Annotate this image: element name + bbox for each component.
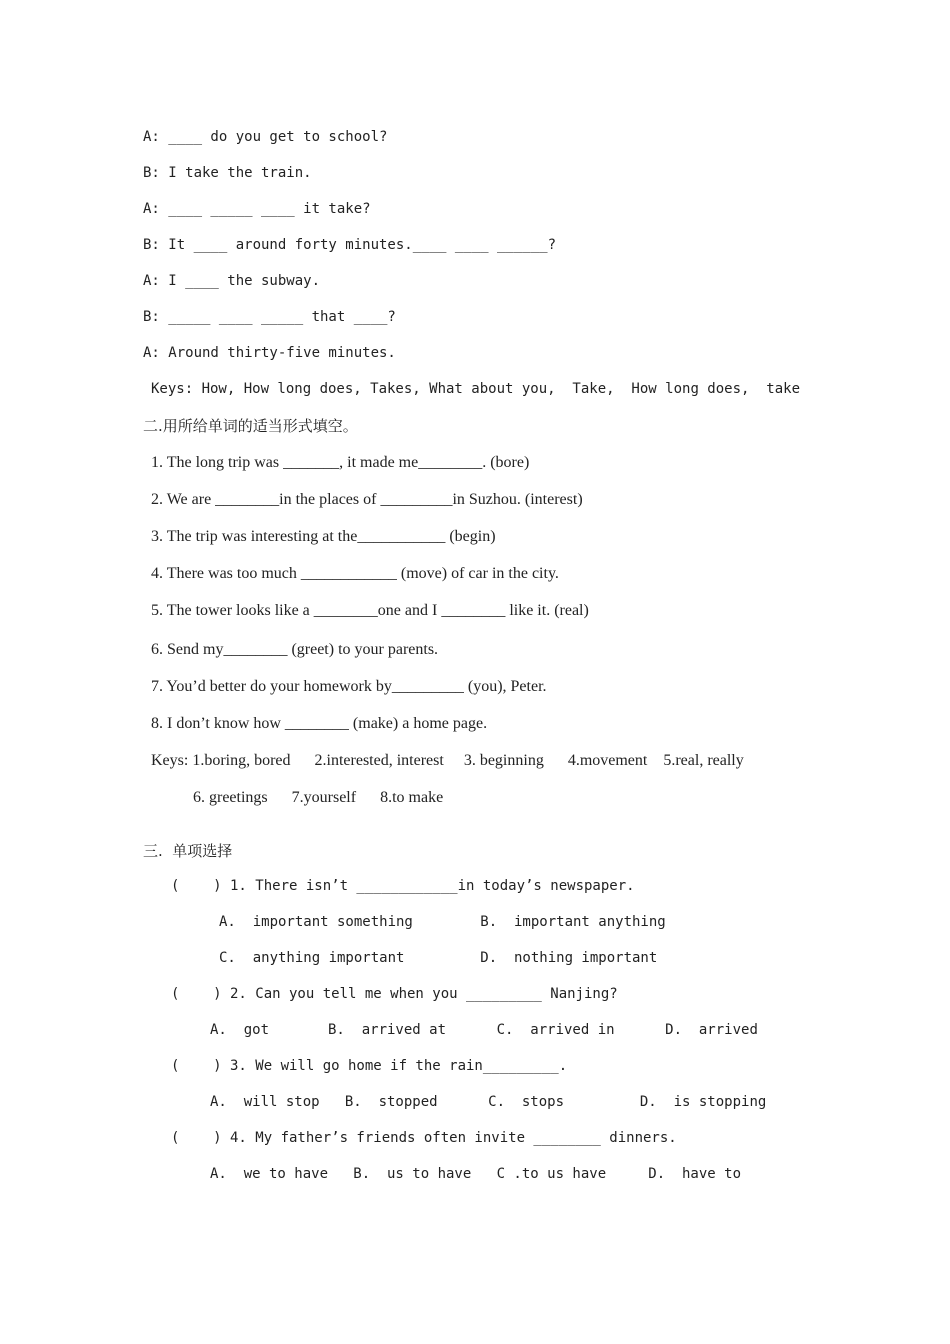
question-options: A. we to have B. us to have C .to us have D. have to — [210, 1166, 742, 1182]
fill-item: 2. We are ________in the places of _________in Suzhou. (interest) — [151, 491, 583, 508]
dialogue-line: A: I ____ the subway. — [143, 273, 321, 289]
section2-keys: 6. greetings 7.yourself 8.to make — [193, 789, 444, 806]
dialogue-line: B: I take the train. — [143, 165, 312, 181]
section2-keys: Keys: 1.boring, bored 2.interested, interest 3. beginning 4.movement 5.real, really — [151, 752, 744, 769]
section2-heading: 二.用所给单词的适当形式填空。 — [143, 417, 358, 435]
section3-heading: 三. 单项选择 — [143, 842, 233, 860]
question-stem: ( ) 4. My father’s friends often invite ________ dinners. — [171, 1130, 677, 1146]
fill-item: 1. The long trip was _______, it made me________. (bore) — [151, 454, 530, 471]
fill-item: 8. I don’t know how ________ (make) a home page. — [151, 715, 488, 732]
question-options: A. important something B. important anything — [219, 914, 666, 930]
dialogue-keys: Keys: How, How long does, Takes, What about you, Take, How long does, take — [151, 381, 801, 397]
fill-item: 3. The trip was interesting at the___________ (begin) — [151, 528, 496, 545]
question-options: A. will stop B. stopped C. stops D. is stopping — [210, 1094, 767, 1110]
fill-item: 7. You’d better do your homework by_________ (you), Peter. — [151, 678, 547, 695]
fill-item: 5. The tower looks like a ________one and I ________ like it. (real) — [151, 602, 589, 619]
dialogue-line: A: ____ _____ ____ it take? — [143, 201, 371, 217]
fill-item: 4. There was too much ____________ (move) of car in the city. — [151, 565, 559, 582]
dialogue-line: A: Around thirty-five minutes. — [143, 345, 396, 361]
dialogue-line: B: _____ ____ _____ that ____? — [143, 309, 396, 325]
question-stem: ( ) 3. We will go home if the rain_________. — [171, 1058, 568, 1074]
question-stem: ( ) 2. Can you tell me when you _________ Nanjing? — [171, 986, 618, 1002]
question-stem: ( ) 1. There isn’t ____________in today’s newspaper. — [171, 878, 635, 894]
question-options: A. got B. arrived at C. arrived in D. arrived — [210, 1022, 758, 1038]
dialogue-line: B: It ____ around forty minutes.____ ____ ______? — [143, 237, 557, 253]
fill-item: 6. Send my________ (greet) to your parents. — [151, 641, 439, 658]
dialogue-line: A: ____ do you get to school? — [143, 129, 388, 145]
question-options: C. anything important D. nothing important — [219, 950, 658, 966]
